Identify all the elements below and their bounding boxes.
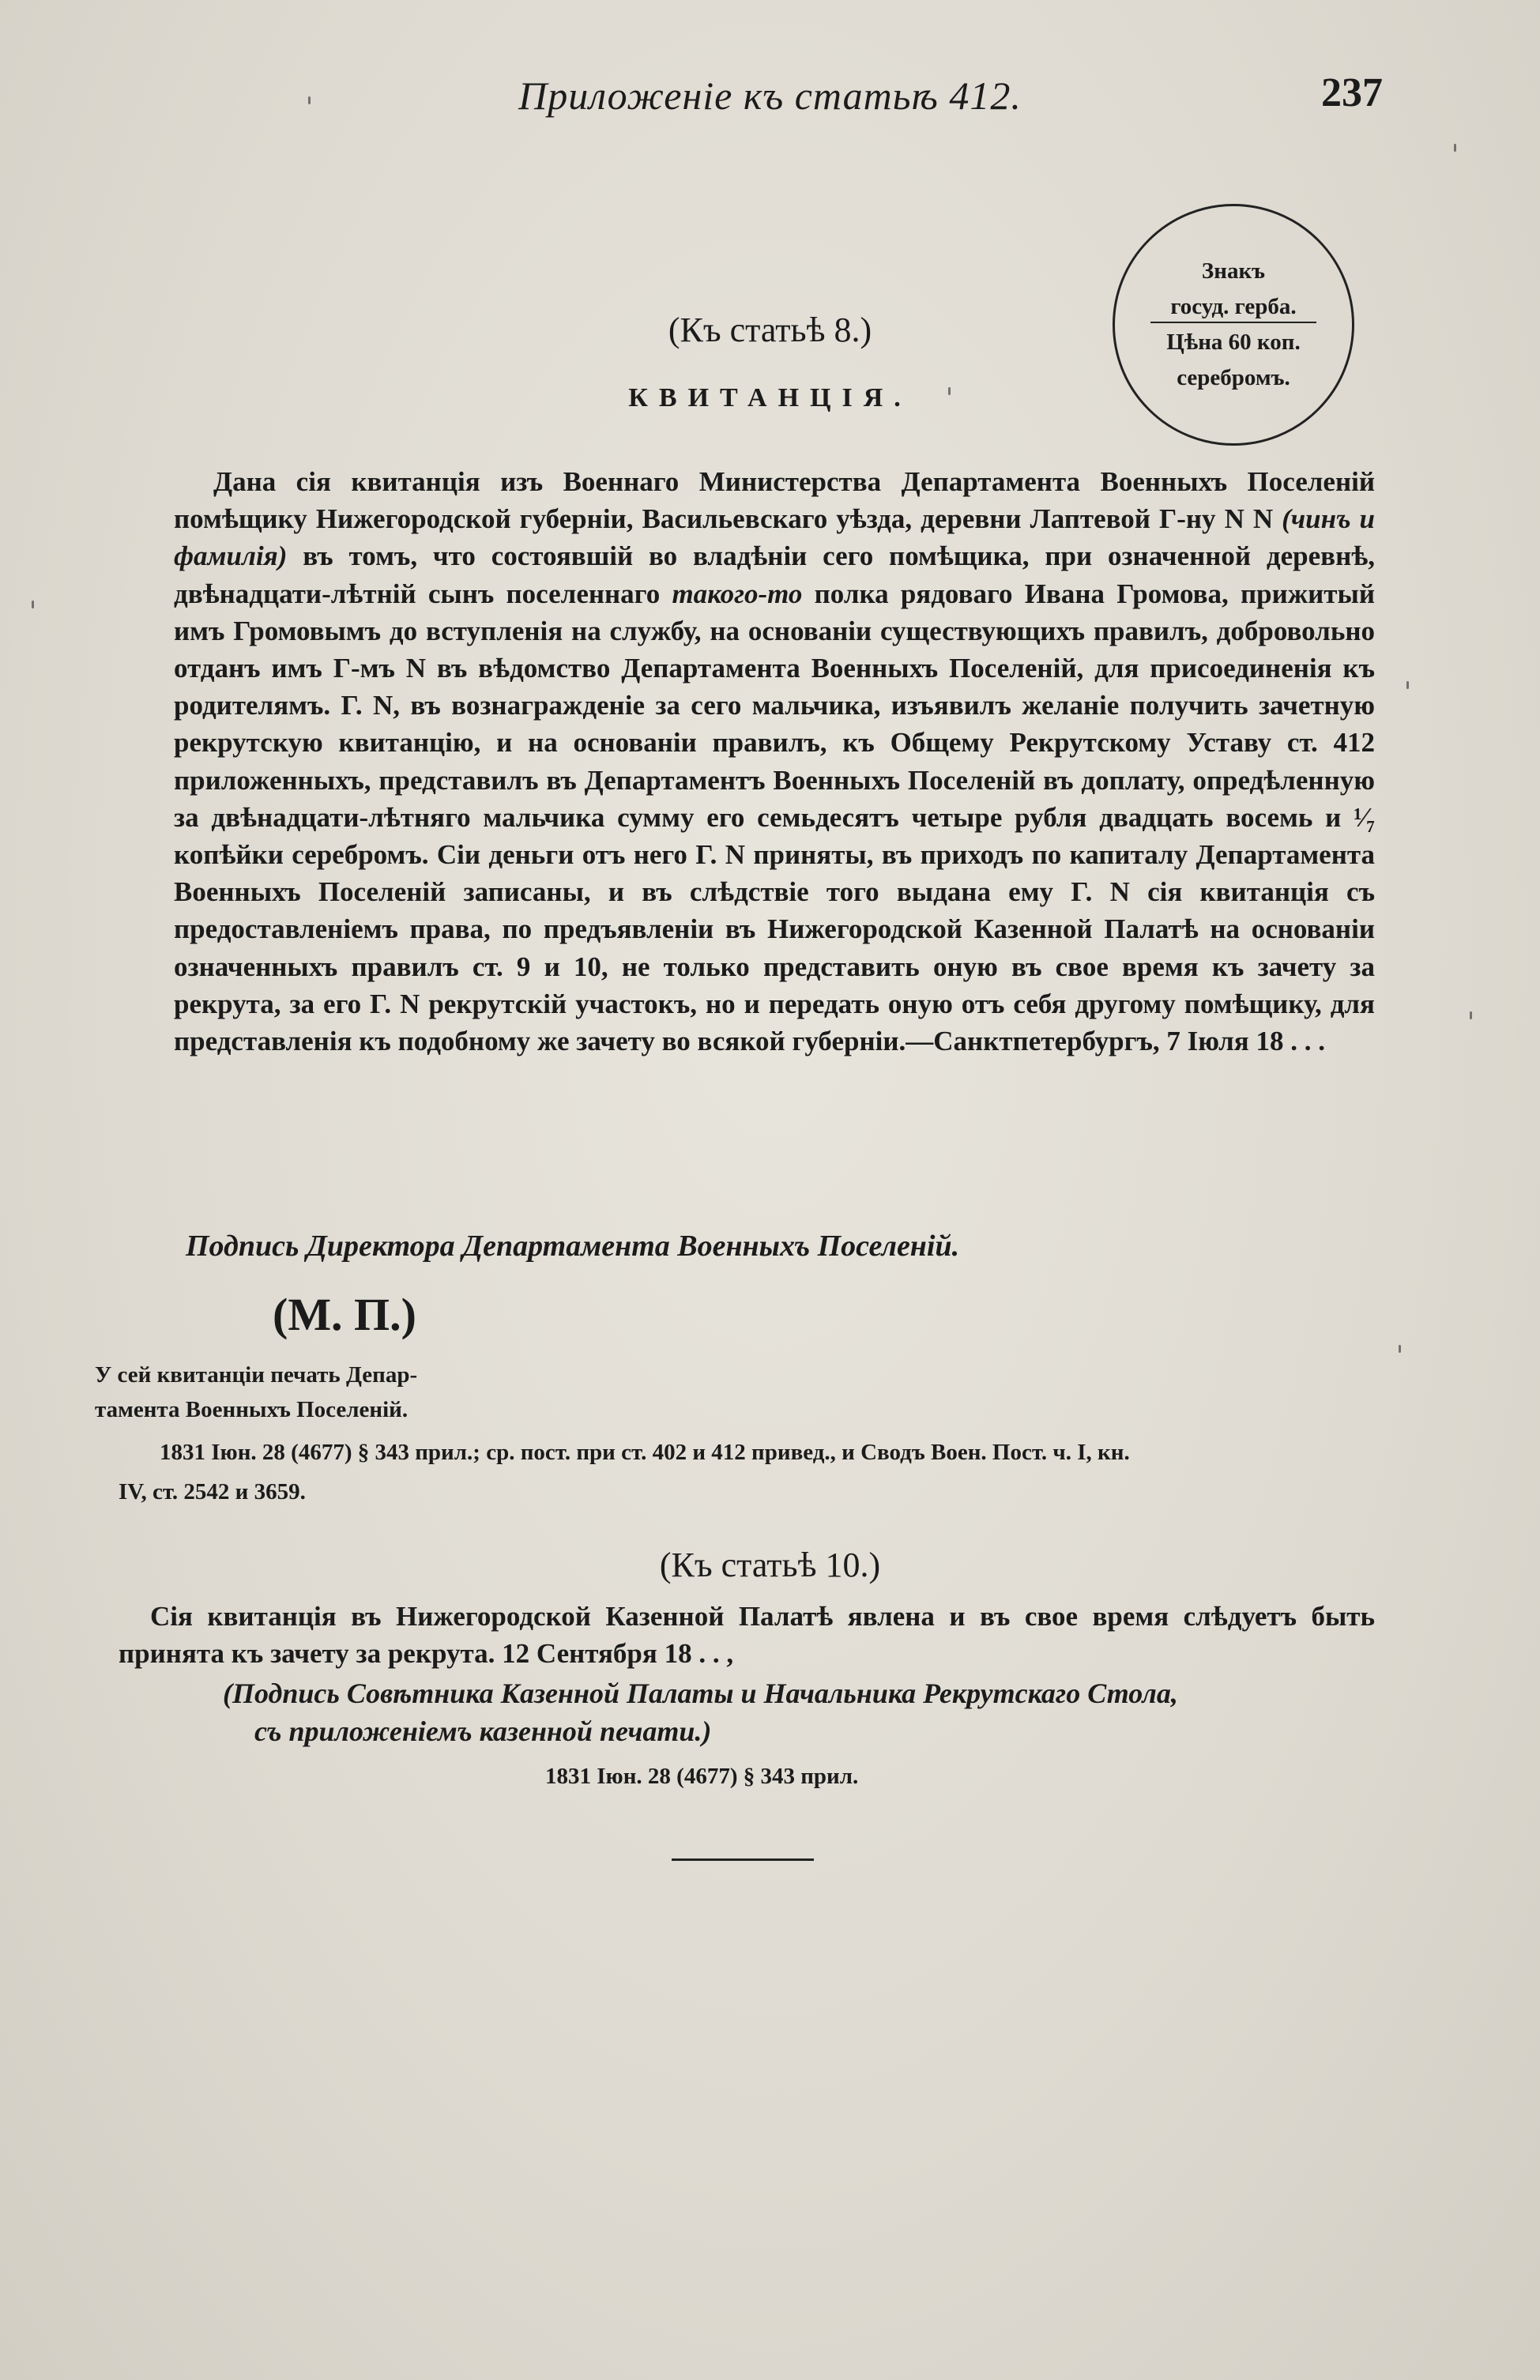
stamp-line-4: серебромъ. xyxy=(1177,365,1290,390)
receipt-body-part3: полка рядоваго Ивана Громова, прижитый имъ Громовымъ до вступленія на службу, на основаніи существующихъ правилъ, добровольно отданъ имъ Г-мъ N въ вѣдомство Департамента Военныхъ Поселеній, для присоединенія къ родителямъ. Г. N, въ вознагражденіе за сего мальчика, изъявилъ желаніе получить зачетную рекрутскую квитанцію, и на основаніи правилъ, къ Общему Рекрутскому Уставу ст. 412 приложенныхъ, представилъ въ Департаментъ Военныхъ Поселеній въ доплату, опредѣленную за двѣнадцати-лѣтняго мальчика сумму его семьдесятъ четыре рубля двадцать восемь и ¹⁄₇ копѣйки серебромъ. Сіи деньги отъ него Г. N приняты, въ приходъ по капиталу Департамента Военныхъ Поселеній записаны, и въ слѣдствіе того выдана ему Г. N сія квитанція съ предоставленіемъ права, по предъявленіи въ Нижегородской Казенной Палатѣ на основаніи означенныхъ правилъ ст. 9 и 10, не только представить оную въ свое время къ зачету за рекрута, за его Г. N рекрутскій участокъ, но и передать оную отъ себя другому помѣщику, для представленія къ подобному же зачету во всякой губерніи.—Санктпетербургъ, 7 Іюля 18 . . . xyxy=(174,578,1375,1057)
print-speck xyxy=(1399,1345,1401,1353)
end-rule xyxy=(672,1858,814,1861)
counselor-signature-line1: (Подпись Совѣтника Казенной Палаты и Начальника Рекрутскаго Стола, xyxy=(223,1678,1178,1709)
law-reference-line1: 1831 Іюн. 28 (4677) § 343 прил.; ср. пост. при ст. 402 и 412 привед., и Сводъ Воен. Пост. ч. I, кн. xyxy=(160,1440,1130,1465)
running-title: Приложеніе къ статьѣ 412. xyxy=(518,73,1022,118)
receipt-body-part2: въ томъ, что состоявшій во владѣніи сего помѣщика, при означенной деревнѣ, двѣнадцати-лѣтній сынъ поселеннаго xyxy=(174,540,1375,609)
page-number: 237 xyxy=(1321,70,1383,115)
receipt-body-italic1: (чинъ и фамилія) xyxy=(174,503,1375,572)
stamp-line-2: госуд. герба. xyxy=(1170,294,1297,319)
section1-heading: (Къ статьѣ 8.) xyxy=(668,311,872,349)
director-signature: Подпись Директора Департамента Военныхъ Поселеній. xyxy=(186,1230,960,1263)
seal-note-line1: У сей квитанціи печать Депар- xyxy=(95,1362,418,1388)
print-speck xyxy=(1470,1011,1472,1019)
print-speck xyxy=(948,387,951,395)
counselor-signature-line2: съ приложеніемъ казенной печати.) xyxy=(254,1715,712,1747)
print-speck xyxy=(308,96,311,104)
stamp-line-3: Цѣна 60 коп. xyxy=(1166,330,1301,355)
law-reference-2: 1831 Іюн. 28 (4677) § 343 прил. xyxy=(545,1764,859,1789)
seal-note-line2: тамента Военныхъ Поселеній. xyxy=(95,1397,409,1422)
print-speck xyxy=(32,601,34,608)
section2-heading: (Къ статьѣ 10.) xyxy=(659,1546,881,1584)
chamber-note: Сія квитанція въ Нижегородской Казенной Палатѣ явлена и въ свое время слѣдуетъ быть принята къ зачету за рекрута. 12 Сентября 18 . . , xyxy=(119,1601,1375,1669)
law-reference-line2: IV, ст. 2542 и 3659. xyxy=(119,1479,306,1504)
print-speck xyxy=(1454,144,1456,152)
print-speck xyxy=(1406,681,1409,689)
document-title: КВИТАНЦІЯ. xyxy=(628,383,912,412)
receipt-body xyxy=(174,463,1375,1060)
stamp-line-1: Знакъ xyxy=(1201,258,1266,284)
receipt-body-part1: Дана сія квитанція изъ Военнаго Министерства Департамента Военныхъ Поселеній помѣщику Нижегородской губерніи, Васильевскаго уѣзда, деревни Лаптевой Г-ну N N xyxy=(174,466,1375,535)
seal-mark: (М. П.) xyxy=(273,1289,416,1340)
receipt-body-italic2: такого-то xyxy=(672,578,803,609)
